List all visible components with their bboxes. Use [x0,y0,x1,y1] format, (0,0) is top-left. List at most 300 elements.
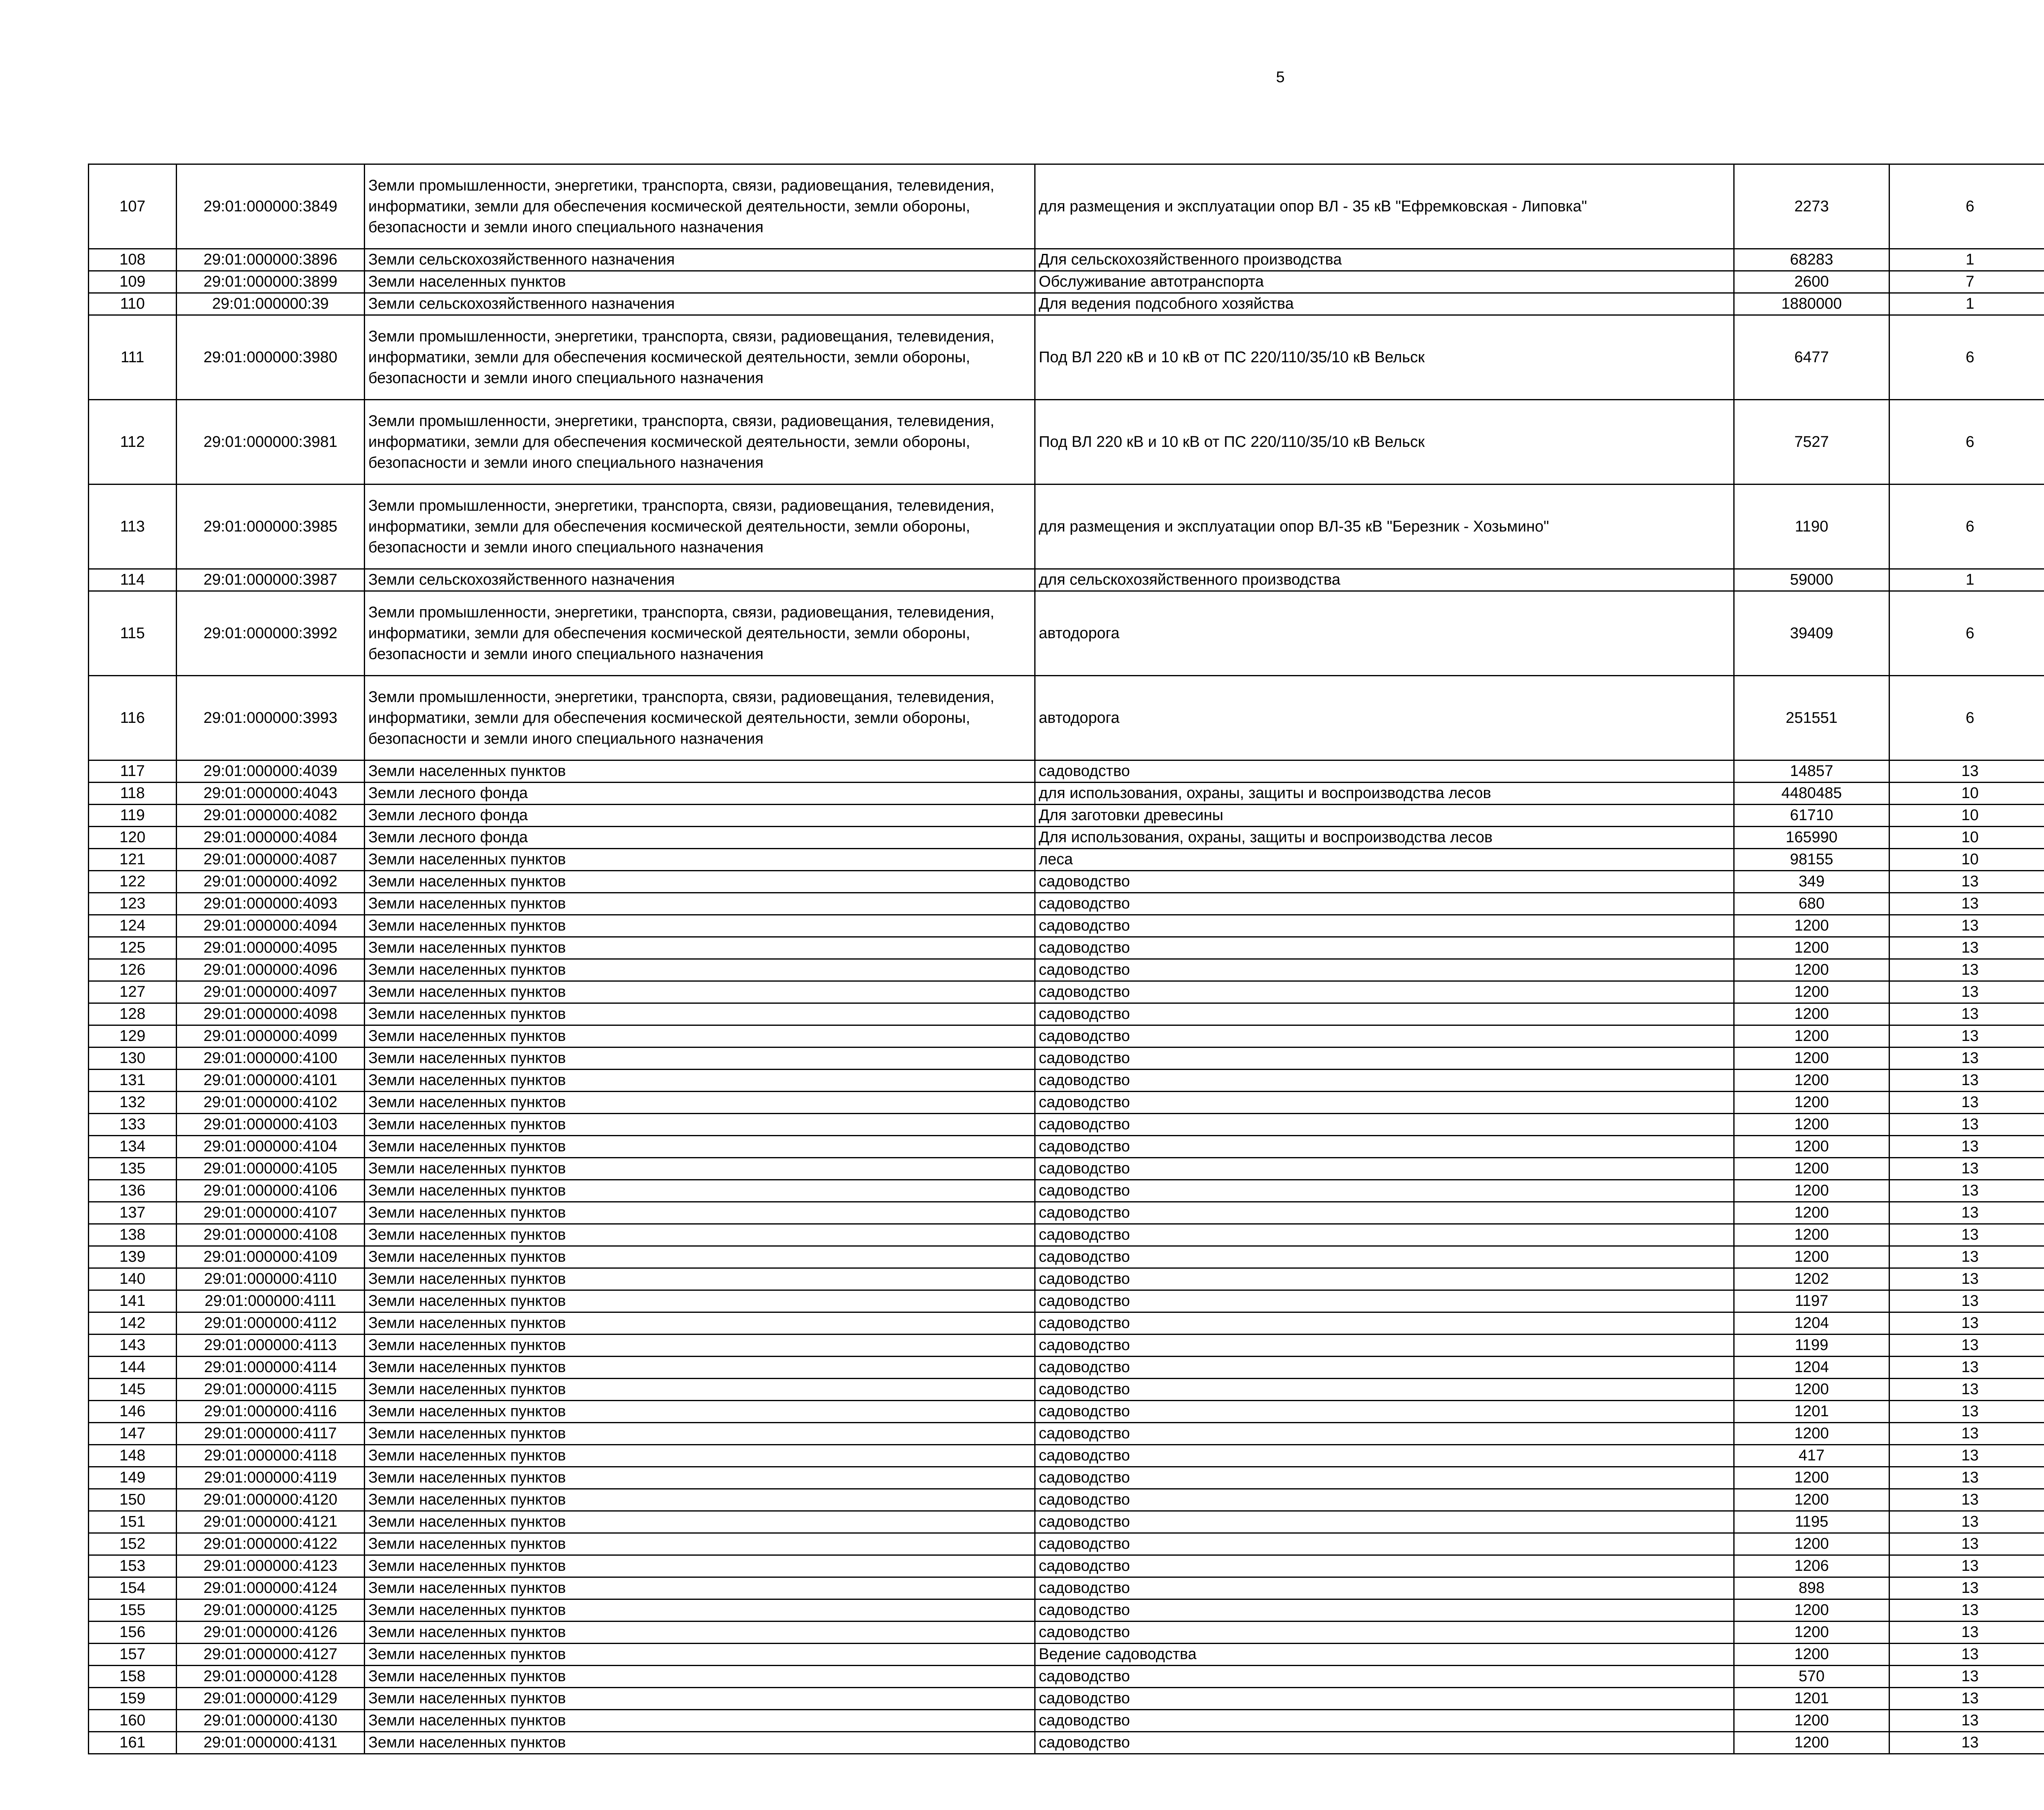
permitted-use-cell: садоводство [1035,1202,1734,1224]
cadastral-number-cell: 29:01:000000:4099 [177,1025,365,1047]
row-number-cell: 145 [89,1379,177,1401]
table-row [89,805,2044,827]
land-category-cell: Земли промышленности, энергетики, транспорта, связи, радиовещания, телевидения, информатики, земли для обеспечения космической деятельности, земли обороны, безопасности и земли иного специального назначения [365,676,1035,760]
land-category-cell: Земли населенных пунктов [365,1555,1035,1577]
row-number-cell: 129 [89,1025,177,1047]
row-number-cell: 108 [89,249,177,271]
row-number-cell: 143 [89,1335,177,1357]
table-row [89,959,2044,981]
area-cell: 1197 [1734,1290,1889,1312]
cadastral-number-cell: 29:01:000000:3896 [177,249,365,271]
row-number-cell: 128 [89,1003,177,1025]
row-number-cell: 136 [89,1180,177,1202]
land-category-cell: Земли населенных пунктов [365,1158,1035,1180]
table-row [89,249,2044,271]
area-cell: 1200 [1734,1202,1889,1224]
cadastral-number-cell: 29:01:000000:4118 [177,1445,365,1467]
land-category-cell: Земли сельскохозяйственного назначения [365,249,1035,271]
area-cell: 1206 [1734,1555,1889,1577]
group-cell: 13 [1889,1025,2044,1047]
land-category-cell: Земли лесного фонда [365,827,1035,849]
land-category-cell: Земли населенных пунктов [365,959,1035,981]
land-category-cell: Земли населенных пунктов [365,1114,1035,1136]
row-number-cell: 147 [89,1423,177,1445]
cadastral-number-cell: 29:01:000000:4117 [177,1423,365,1445]
area-cell: 1200 [1734,1732,1889,1754]
permitted-use-cell: для сельскохозяйственного производства [1035,569,1734,591]
area-cell: 1200 [1734,1114,1889,1136]
land-category-cell: Земли населенных пунктов [365,1489,1035,1511]
row-number-cell: 158 [89,1666,177,1688]
table-row [89,1511,2044,1533]
row-number-cell: 119 [89,805,177,827]
row-number-cell: 112 [89,400,177,484]
area-cell: 1200 [1734,1599,1889,1622]
land-category-cell: Земли населенных пунктов [365,1003,1035,1025]
permitted-use-cell: садоводство [1035,1335,1734,1357]
group-cell: 13 [1889,1644,2044,1666]
area-cell: 570 [1734,1666,1889,1688]
group-cell: 6 [1889,400,2044,484]
group-cell: 13 [1889,1710,2044,1732]
group-cell: 13 [1889,1290,2044,1312]
group-cell: 13 [1889,1622,2044,1644]
table-row [89,1533,2044,1555]
group-cell: 13 [1889,1577,2044,1599]
table-row [89,315,2044,400]
group-cell: 13 [1889,959,2044,981]
group-cell: 13 [1889,760,2044,783]
land-category-cell: Земли населенных пунктов [365,1025,1035,1047]
table-row [89,1025,2044,1047]
table-row [89,915,2044,937]
cadastral-number-cell: 29:01:000000:4116 [177,1401,365,1423]
table-row [89,1644,2044,1666]
cadastral-number-cell: 29:01:000000:4105 [177,1158,365,1180]
row-number-cell: 157 [89,1644,177,1666]
land-category-cell: Земли промышленности, энергетики, транспорта, связи, радиовещания, телевидения, информатики, земли для обеспечения космической деятельности, земли обороны, безопасности и земли иного специального назначения [365,591,1035,676]
group-cell: 13 [1889,1423,2044,1445]
group-cell: 13 [1889,1445,2044,1467]
area-cell: 1204 [1734,1312,1889,1335]
row-number-cell: 107 [89,164,177,249]
land-category-cell: Земли населенных пунктов [365,1047,1035,1070]
land-category-cell: Земли населенных пунктов [365,1202,1035,1224]
row-number-cell: 115 [89,591,177,676]
land-category-cell: Земли промышленности, энергетики, транспорта, связи, радиовещания, телевидения, информатики, земли для обеспечения космической деятельности, земли обороны, безопасности и земли иного специального назначения [365,315,1035,400]
cadastral-number-cell: 29:01:000000:4114 [177,1357,365,1379]
row-number-cell: 144 [89,1357,177,1379]
table-row [89,1312,2044,1335]
cadastral-number-cell: 29:01:000000:4115 [177,1379,365,1401]
row-number-cell: 114 [89,569,177,591]
group-cell: 13 [1889,1489,2044,1511]
table-row [89,1290,2044,1312]
group-cell: 13 [1889,1224,2044,1246]
cadastral-number-cell: 29:01:000000:3849 [177,164,365,249]
permitted-use-cell: Под ВЛ 220 кВ и 10 кВ от ПС 220/110/35/10 кВ Вельск [1035,400,1734,484]
row-number-cell: 109 [89,271,177,293]
table-row [89,1003,2044,1025]
permitted-use-cell: для размещения и эксплуатации опор ВЛ-35 кВ "Березник - Хозьмино" [1035,484,1734,569]
permitted-use-cell: садоводство [1035,1710,1734,1732]
table-row [89,1710,2044,1732]
permitted-use-cell: садоводство [1035,1312,1734,1335]
land-category-cell: Земли населенных пунктов [365,1180,1035,1202]
group-cell: 13 [1889,981,2044,1003]
permitted-use-cell: садоводство [1035,1379,1734,1401]
group-cell: 13 [1889,1533,2044,1555]
land-category-cell: Земли населенных пунктов [365,1666,1035,1688]
area-cell: 251551 [1734,676,1889,760]
row-number-cell: 141 [89,1290,177,1312]
table-row [89,1555,2044,1577]
table-row [89,1732,2044,1754]
cadastral-number-cell: 29:01:000000:3992 [177,591,365,676]
permitted-use-cell: садоводство [1035,1688,1734,1710]
cadastral-number-cell: 29:01:000000:4121 [177,1511,365,1533]
group-cell: 13 [1889,1357,2044,1379]
land-category-cell: Земли промышленности, энергетики, транспорта, связи, радиовещания, телевидения, информатики, земли для обеспечения космической деятельности, земли обороны, безопасности и земли иного специального назначения [365,164,1035,249]
row-number-cell: 135 [89,1158,177,1180]
group-cell: 7 [1889,271,2044,293]
land-category-cell: Земли населенных пунктов [365,1335,1035,1357]
cadastral-number-cell: 29:01:000000:4093 [177,893,365,915]
permitted-use-cell: садоводство [1035,1401,1734,1423]
permitted-use-cell: садоводство [1035,1003,1734,1025]
table-row [89,871,2044,893]
area-cell: 349 [1734,871,1889,893]
page-number: 5 [1276,69,1285,86]
table-row [89,1268,2044,1290]
area-cell: 680 [1734,893,1889,915]
group-cell: 13 [1889,1136,2044,1158]
cadastral-number-cell: 29:01:000000:4096 [177,959,365,981]
permitted-use-cell: садоводство [1035,1467,1734,1489]
permitted-use-cell: садоводство [1035,1136,1734,1158]
group-cell: 13 [1889,1335,2044,1357]
permitted-use-cell: для использования, охраны, защиты и воспроизводства лесов [1035,783,1734,805]
area-cell: 1200 [1734,1622,1889,1644]
table-row [89,1180,2044,1202]
row-number-cell: 120 [89,827,177,849]
group-cell: 13 [1889,1114,2044,1136]
land-category-cell: Земли населенных пунктов [365,1246,1035,1268]
cadastral-number-cell: 29:01:000000:4106 [177,1180,365,1202]
row-number-cell: 110 [89,293,177,315]
cadastral-number-cell: 29:01:000000:4087 [177,849,365,871]
row-number-cell: 116 [89,676,177,760]
permitted-use-cell: садоводство [1035,1555,1734,1577]
cadastral-number-cell: 29:01:000000:4109 [177,1246,365,1268]
group-cell: 13 [1889,893,2044,915]
group-cell: 10 [1889,805,2044,827]
row-number-cell: 111 [89,315,177,400]
row-number-cell: 156 [89,1622,177,1644]
permitted-use-cell: Под ВЛ 220 кВ и 10 кВ от ПС 220/110/35/10 кВ Вельск [1035,315,1734,400]
land-category-cell: Земли населенных пунктов [365,1357,1035,1379]
area-cell: 1200 [1734,1423,1889,1445]
group-cell: 13 [1889,871,2044,893]
area-cell: 1201 [1734,1688,1889,1710]
cadastral-number-cell: 29:01:000000:4127 [177,1644,365,1666]
table-row [89,981,2044,1003]
area-cell: 61710 [1734,805,1889,827]
cadastral-number-cell: 29:01:000000:4130 [177,1710,365,1732]
permitted-use-cell: садоводство [1035,1666,1734,1688]
cadastral-number-cell: 29:01:000000:4120 [177,1489,365,1511]
row-number-cell: 155 [89,1599,177,1622]
area-cell: 98155 [1734,849,1889,871]
group-cell: 13 [1889,1003,2044,1025]
cadastral-number-cell: 29:01:000000:4095 [177,937,365,959]
land-category-cell: Земли сельскохозяйственного назначения [365,293,1035,315]
area-cell: 1200 [1734,1224,1889,1246]
group-cell: 13 [1889,1092,2044,1114]
permitted-use-cell: садоводство [1035,1489,1734,1511]
row-number-cell: 152 [89,1533,177,1555]
row-number-cell: 126 [89,959,177,981]
cadastral-number-cell: 29:01:000000:4126 [177,1622,365,1644]
land-category-cell: Земли населенных пунктов [365,1688,1035,1710]
permitted-use-cell: садоводство [1035,937,1734,959]
permitted-use-cell: автодорога [1035,676,1734,760]
area-cell: 1200 [1734,1180,1889,1202]
area-cell: 1202 [1734,1268,1889,1290]
land-category-cell: Земли населенных пунктов [365,849,1035,871]
row-number-cell: 138 [89,1224,177,1246]
permitted-use-cell: садоводство [1035,959,1734,981]
land-category-cell: Земли лесного фонда [365,783,1035,805]
area-cell: 1880000 [1734,293,1889,315]
permitted-use-cell: садоводство [1035,1599,1734,1622]
land-category-cell: Земли населенных пунктов [365,1710,1035,1732]
permitted-use-cell: садоводство [1035,1114,1734,1136]
cadastral-number-cell: 29:01:000000:4122 [177,1533,365,1555]
permitted-use-cell: садоводство [1035,1445,1734,1467]
table-row [89,293,2044,315]
cadastral-number-cell: 29:01:000000:3981 [177,400,365,484]
row-number-cell: 148 [89,1445,177,1467]
area-cell: 1200 [1734,1070,1889,1092]
land-category-cell: Земли населенных пунктов [365,981,1035,1003]
group-cell: 13 [1889,1666,2044,1688]
land-plots-table [88,164,2044,1754]
cadastral-number-cell: 29:01:000000:4082 [177,805,365,827]
land-category-cell: Земли населенных пунктов [365,871,1035,893]
area-cell: 68283 [1734,249,1889,271]
cadastral-number-cell: 29:01:000000:4129 [177,1688,365,1710]
permitted-use-cell: садоводство [1035,1622,1734,1644]
table-row [89,1158,2044,1180]
area-cell: 1201 [1734,1401,1889,1423]
table-row [89,893,2044,915]
group-cell: 13 [1889,1070,2044,1092]
land-category-cell: Земли промышленности, энергетики, транспорта, связи, радиовещания, телевидения, информатики, земли для обеспечения космической деятельности, земли обороны, безопасности и земли иного специального назначения [365,400,1035,484]
cadastral-number-cell: 29:01:000000:4104 [177,1136,365,1158]
permitted-use-cell: садоводство [1035,1533,1734,1555]
area-cell: 417 [1734,1445,1889,1467]
area-cell: 1200 [1734,959,1889,981]
row-number-cell: 140 [89,1268,177,1290]
cadastral-number-cell: 29:01:000000:4119 [177,1467,365,1489]
land-category-cell: Земли населенных пунктов [365,1224,1035,1246]
cadastral-number-cell: 29:01:000000:4125 [177,1599,365,1622]
land-category-cell: Земли населенных пунктов [365,1445,1035,1467]
cadastral-number-cell: 29:01:000000:4131 [177,1732,365,1754]
land-category-cell: Земли населенных пунктов [365,1070,1035,1092]
land-category-cell: Земли населенных пунктов [365,1533,1035,1555]
table-row [89,1599,2044,1622]
row-number-cell: 134 [89,1136,177,1158]
permitted-use-cell: садоводство [1035,1357,1734,1379]
table-row [89,1357,2044,1379]
land-category-cell: Земли населенных пунктов [365,1092,1035,1114]
row-number-cell: 127 [89,981,177,1003]
table-row [89,400,2044,484]
group-cell: 13 [1889,1158,2044,1180]
land-category-cell: Земли населенных пунктов [365,1577,1035,1599]
permitted-use-cell: садоводство [1035,1423,1734,1445]
cadastral-number-cell: 29:01:000000:4110 [177,1268,365,1290]
cadastral-number-cell: 29:01:000000:3899 [177,271,365,293]
area-cell: 165990 [1734,827,1889,849]
row-number-cell: 153 [89,1555,177,1577]
row-number-cell: 123 [89,893,177,915]
group-cell: 13 [1889,1732,2044,1754]
group-cell: 13 [1889,1599,2044,1622]
table-row [89,591,2044,676]
row-number-cell: 137 [89,1202,177,1224]
land-category-cell: Земли населенных пунктов [365,760,1035,783]
permitted-use-cell: Для ведения подсобного хозяйства [1035,293,1734,315]
group-cell: 1 [1889,249,2044,271]
row-number-cell: 124 [89,915,177,937]
table-body [89,164,2044,1754]
cadastral-number-cell: 29:01:000000:4098 [177,1003,365,1025]
cadastral-number-cell: 29:01:000000:4113 [177,1335,365,1357]
cadastral-number-cell: 29:01:000000:4124 [177,1577,365,1599]
group-cell: 13 [1889,1047,2044,1070]
table-row [89,484,2044,569]
land-category-cell: Земли населенных пунктов [365,1599,1035,1622]
land-category-cell: Земли населенных пунктов [365,1622,1035,1644]
row-number-cell: 151 [89,1511,177,1533]
table-row [89,827,2044,849]
table-row [89,1114,2044,1136]
group-cell: 13 [1889,1268,2044,1290]
table-row [89,1246,2044,1268]
table-row [89,1379,2044,1401]
area-cell: 1200 [1734,1467,1889,1489]
table-row [89,1467,2044,1489]
area-cell: 1200 [1734,1533,1889,1555]
permitted-use-cell: садоводство [1035,1268,1734,1290]
land-category-cell: Земли населенных пунктов [365,1511,1035,1533]
cadastral-number-cell: 29:01:000000:4100 [177,1047,365,1070]
table-row [89,1577,2044,1599]
area-cell: 6477 [1734,315,1889,400]
area-cell: 4480485 [1734,783,1889,805]
group-cell: 6 [1889,315,2044,400]
group-cell: 13 [1889,1312,2044,1335]
table-row [89,1489,2044,1511]
permitted-use-cell: садоводство [1035,1070,1734,1092]
row-number-cell: 146 [89,1401,177,1423]
permitted-use-cell: Ведение садоводства [1035,1644,1734,1666]
cadastral-number-cell: 29:01:000000:4101 [177,1070,365,1092]
land-category-cell: Земли населенных пунктов [365,1423,1035,1445]
area-cell: 1200 [1734,981,1889,1003]
area-cell: 1199 [1734,1335,1889,1357]
area-cell: 1200 [1734,1025,1889,1047]
land-category-cell: Земли населенных пунктов [365,1379,1035,1401]
permitted-use-cell: садоводство [1035,1246,1734,1268]
table-row [89,849,2044,871]
row-number-cell: 121 [89,849,177,871]
permitted-use-cell: Обслуживание автотранспорта [1035,271,1734,293]
row-number-cell: 150 [89,1489,177,1511]
row-number-cell: 118 [89,783,177,805]
permitted-use-cell: садоводство [1035,1511,1734,1533]
permitted-use-cell: садоводство [1035,893,1734,915]
permitted-use-cell: садоводство [1035,1732,1734,1754]
table-row [89,760,2044,783]
permitted-use-cell: садоводство [1035,1158,1734,1180]
area-cell: 898 [1734,1577,1889,1599]
land-category-cell: Земли населенных пунктов [365,1467,1035,1489]
permitted-use-cell: садоводство [1035,981,1734,1003]
row-number-cell: 125 [89,937,177,959]
cadastral-number-cell: 29:01:000000:39 [177,293,365,315]
group-cell: 10 [1889,783,2044,805]
table-row [89,1335,2044,1357]
row-number-cell: 142 [89,1312,177,1335]
permitted-use-cell: садоводство [1035,915,1734,937]
table-row [89,1092,2044,1114]
row-number-cell: 113 [89,484,177,569]
area-cell: 1190 [1734,484,1889,569]
permitted-use-cell: Для заготовки древесины [1035,805,1734,827]
area-cell: 39409 [1734,591,1889,676]
group-cell: 13 [1889,1467,2044,1489]
cadastral-number-cell: 29:01:000000:3980 [177,315,365,400]
table-row [89,783,2044,805]
table-row [89,1622,2044,1644]
table-row [89,937,2044,959]
group-cell: 13 [1889,1688,2044,1710]
permitted-use-cell: садоводство [1035,1290,1734,1312]
table-row [89,271,2044,293]
land-category-cell: Земли населенных пунктов [365,1401,1035,1423]
row-number-cell: 160 [89,1710,177,1732]
row-number-cell: 154 [89,1577,177,1599]
cadastral-number-cell: 29:01:000000:4103 [177,1114,365,1136]
cadastral-number-cell: 29:01:000000:4108 [177,1224,365,1246]
permitted-use-cell: садоводство [1035,1025,1734,1047]
land-category-cell: Земли лесного фонда [365,805,1035,827]
group-cell: 1 [1889,293,2044,315]
land-category-cell: Земли населенных пунктов [365,1136,1035,1158]
area-cell: 59000 [1734,569,1889,591]
area-cell: 1200 [1734,1003,1889,1025]
row-number-cell: 117 [89,760,177,783]
area-cell: 1195 [1734,1511,1889,1533]
permitted-use-cell: садоводство [1035,1180,1734,1202]
permitted-use-cell: садоводство [1035,1047,1734,1070]
table-row [89,676,2044,760]
cadastral-number-cell: 29:01:000000:3985 [177,484,365,569]
